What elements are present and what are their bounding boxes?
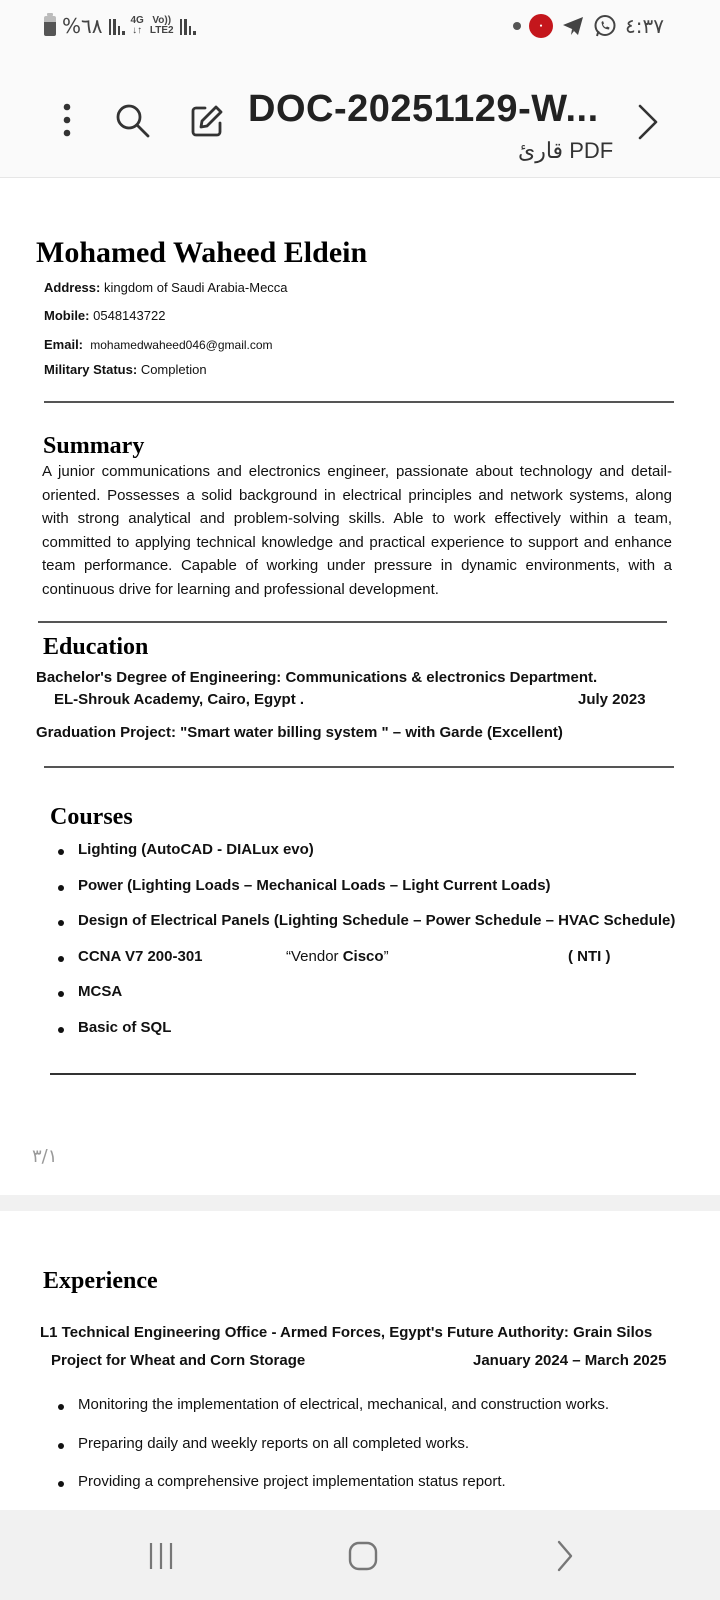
next-button[interactable]	[628, 100, 668, 144]
back-icon	[554, 1540, 576, 1572]
divider	[44, 401, 674, 403]
app-header	[0, 58, 720, 178]
signal-icon	[109, 17, 125, 35]
courses-list	[56, 841, 675, 1054]
volte-indicator	[150, 16, 174, 36]
edit-button[interactable]	[186, 100, 228, 142]
contact-mobile	[44, 308, 165, 323]
address-value: kingdom of Saudi Arabia-Mecca	[103, 280, 288, 295]
contact-email	[44, 337, 273, 352]
network-type: 4G	[130, 15, 144, 26]
course-vendor: “Vendor Cisco”	[286, 947, 389, 965]
experience-dates: January 2024 – March 2025	[473, 1352, 667, 1369]
course-item: MCSA	[56, 983, 675, 1019]
navigation-bar	[0, 1510, 720, 1600]
edit-icon	[189, 103, 225, 139]
summary-text: A junior communications and electronics engineer, passionate about technology and detail-oriented. Possesses a solid background in electrical principles and network systems, along with strong analytical and problem-solving skills. Able to work effectively within a team, committed to applying technical knowledge and practical experience to support and enhance team performance. Capable of working under pressure in dynamic environments, with a continuous drive for learning and professional development.	[42, 463, 672, 598]
data-arrows-icon: ↓↑	[132, 25, 143, 36]
experience-item: Preparing daily and weekly reports on all completed works.	[56, 1435, 609, 1474]
document-page-1	[0, 178, 720, 1195]
telegram-icon	[561, 15, 585, 37]
education-project: Graduation Project: "Smart water billing system " – with Garde (Excellent)	[36, 724, 563, 741]
contact-address	[44, 280, 288, 295]
home-button[interactable]	[338, 1538, 388, 1574]
email-value: mohamedwaheed046@gmail.com	[90, 338, 273, 352]
whatsapp-icon	[593, 14, 617, 38]
volte-label: Vo))	[152, 15, 172, 26]
app-subtitle: قارئ PDF	[518, 138, 614, 163]
network-indicator	[131, 16, 144, 36]
experience-item: Providing a comprehensive project implementation status report.	[56, 1473, 609, 1510]
search-icon	[115, 103, 151, 139]
education-school: EL-Shrouk Academy, Cairo, Egypt .	[54, 691, 305, 708]
more-vert-icon	[62, 103, 72, 137]
search-button[interactable]	[112, 100, 154, 142]
education-date: July 2023	[578, 691, 646, 708]
recent-apps-icon	[146, 1541, 176, 1571]
divider	[38, 621, 667, 623]
course-provider: ( NTI )	[568, 947, 611, 965]
experience-project: Project for Wheat and Corn Storage	[51, 1352, 306, 1369]
candidate-name: Mohamed Waheed Eldein	[36, 236, 368, 269]
document-title: DOC-20251129-W...	[248, 88, 599, 130]
experience-role: L1 Technical Engineering Office - Armed Forces, Egypt's Future Authority: Grain Silos	[40, 1324, 653, 1341]
mobile-label: Mobile:	[44, 308, 90, 323]
chevron-right-icon	[637, 103, 659, 141]
course-item: Design of Electrical Panels (Lighting Schedule – Power Schedule – HVAC Schedule)	[56, 912, 675, 948]
email-label: Email:	[44, 337, 84, 352]
experience-heading: Experience	[43, 1268, 158, 1294]
page-indicator: ٣/١	[32, 1146, 58, 1167]
recent-apps-button[interactable]	[136, 1538, 186, 1574]
divider	[44, 766, 674, 768]
battery-percent: %٦٨	[62, 14, 103, 38]
dot-icon	[513, 22, 521, 30]
document-page-2	[0, 1211, 720, 1510]
course-item: CCNA V7 200-301 “Vendor Cisco” ( NTI )	[56, 948, 675, 984]
mobile-value: 0548143722	[93, 308, 166, 323]
back-button[interactable]	[540, 1538, 590, 1574]
status-bar	[0, 0, 720, 58]
signal-icon-2	[180, 17, 196, 35]
summary-heading: Summary	[43, 433, 145, 459]
military-label: Military Status:	[44, 362, 138, 377]
course-item: Lighting (AutoCAD - DIALux evo)	[56, 841, 675, 877]
battery-icon	[44, 16, 56, 36]
home-icon	[347, 1540, 379, 1572]
education-degree: Bachelor's Degree of Engineering: Communications & electronics Department.	[36, 669, 598, 686]
clock: ٤:٣٧	[625, 14, 664, 38]
divider	[50, 1073, 636, 1075]
education-heading: Education	[43, 634, 149, 660]
status-left	[44, 14, 196, 38]
course-item: Basic of SQL	[56, 1019, 675, 1055]
status-right	[513, 14, 664, 38]
military-value: Completion	[140, 362, 207, 377]
course-item: Power (Lighting Loads – Mechanical Loads – Light Current Loads)	[56, 877, 675, 913]
experience-list	[56, 1396, 609, 1510]
lte-label: LTE2	[149, 25, 174, 36]
courses-heading: Courses	[50, 804, 133, 830]
document-viewport[interactable]	[0, 178, 720, 1510]
address-label: Address:	[44, 280, 101, 295]
news-badge-icon: ●	[529, 14, 553, 38]
experience-item: Monitoring the implementation of electrical, mechanical, and construction works.	[56, 1396, 609, 1435]
contact-military	[44, 362, 207, 377]
more-options-button[interactable]	[50, 98, 84, 142]
